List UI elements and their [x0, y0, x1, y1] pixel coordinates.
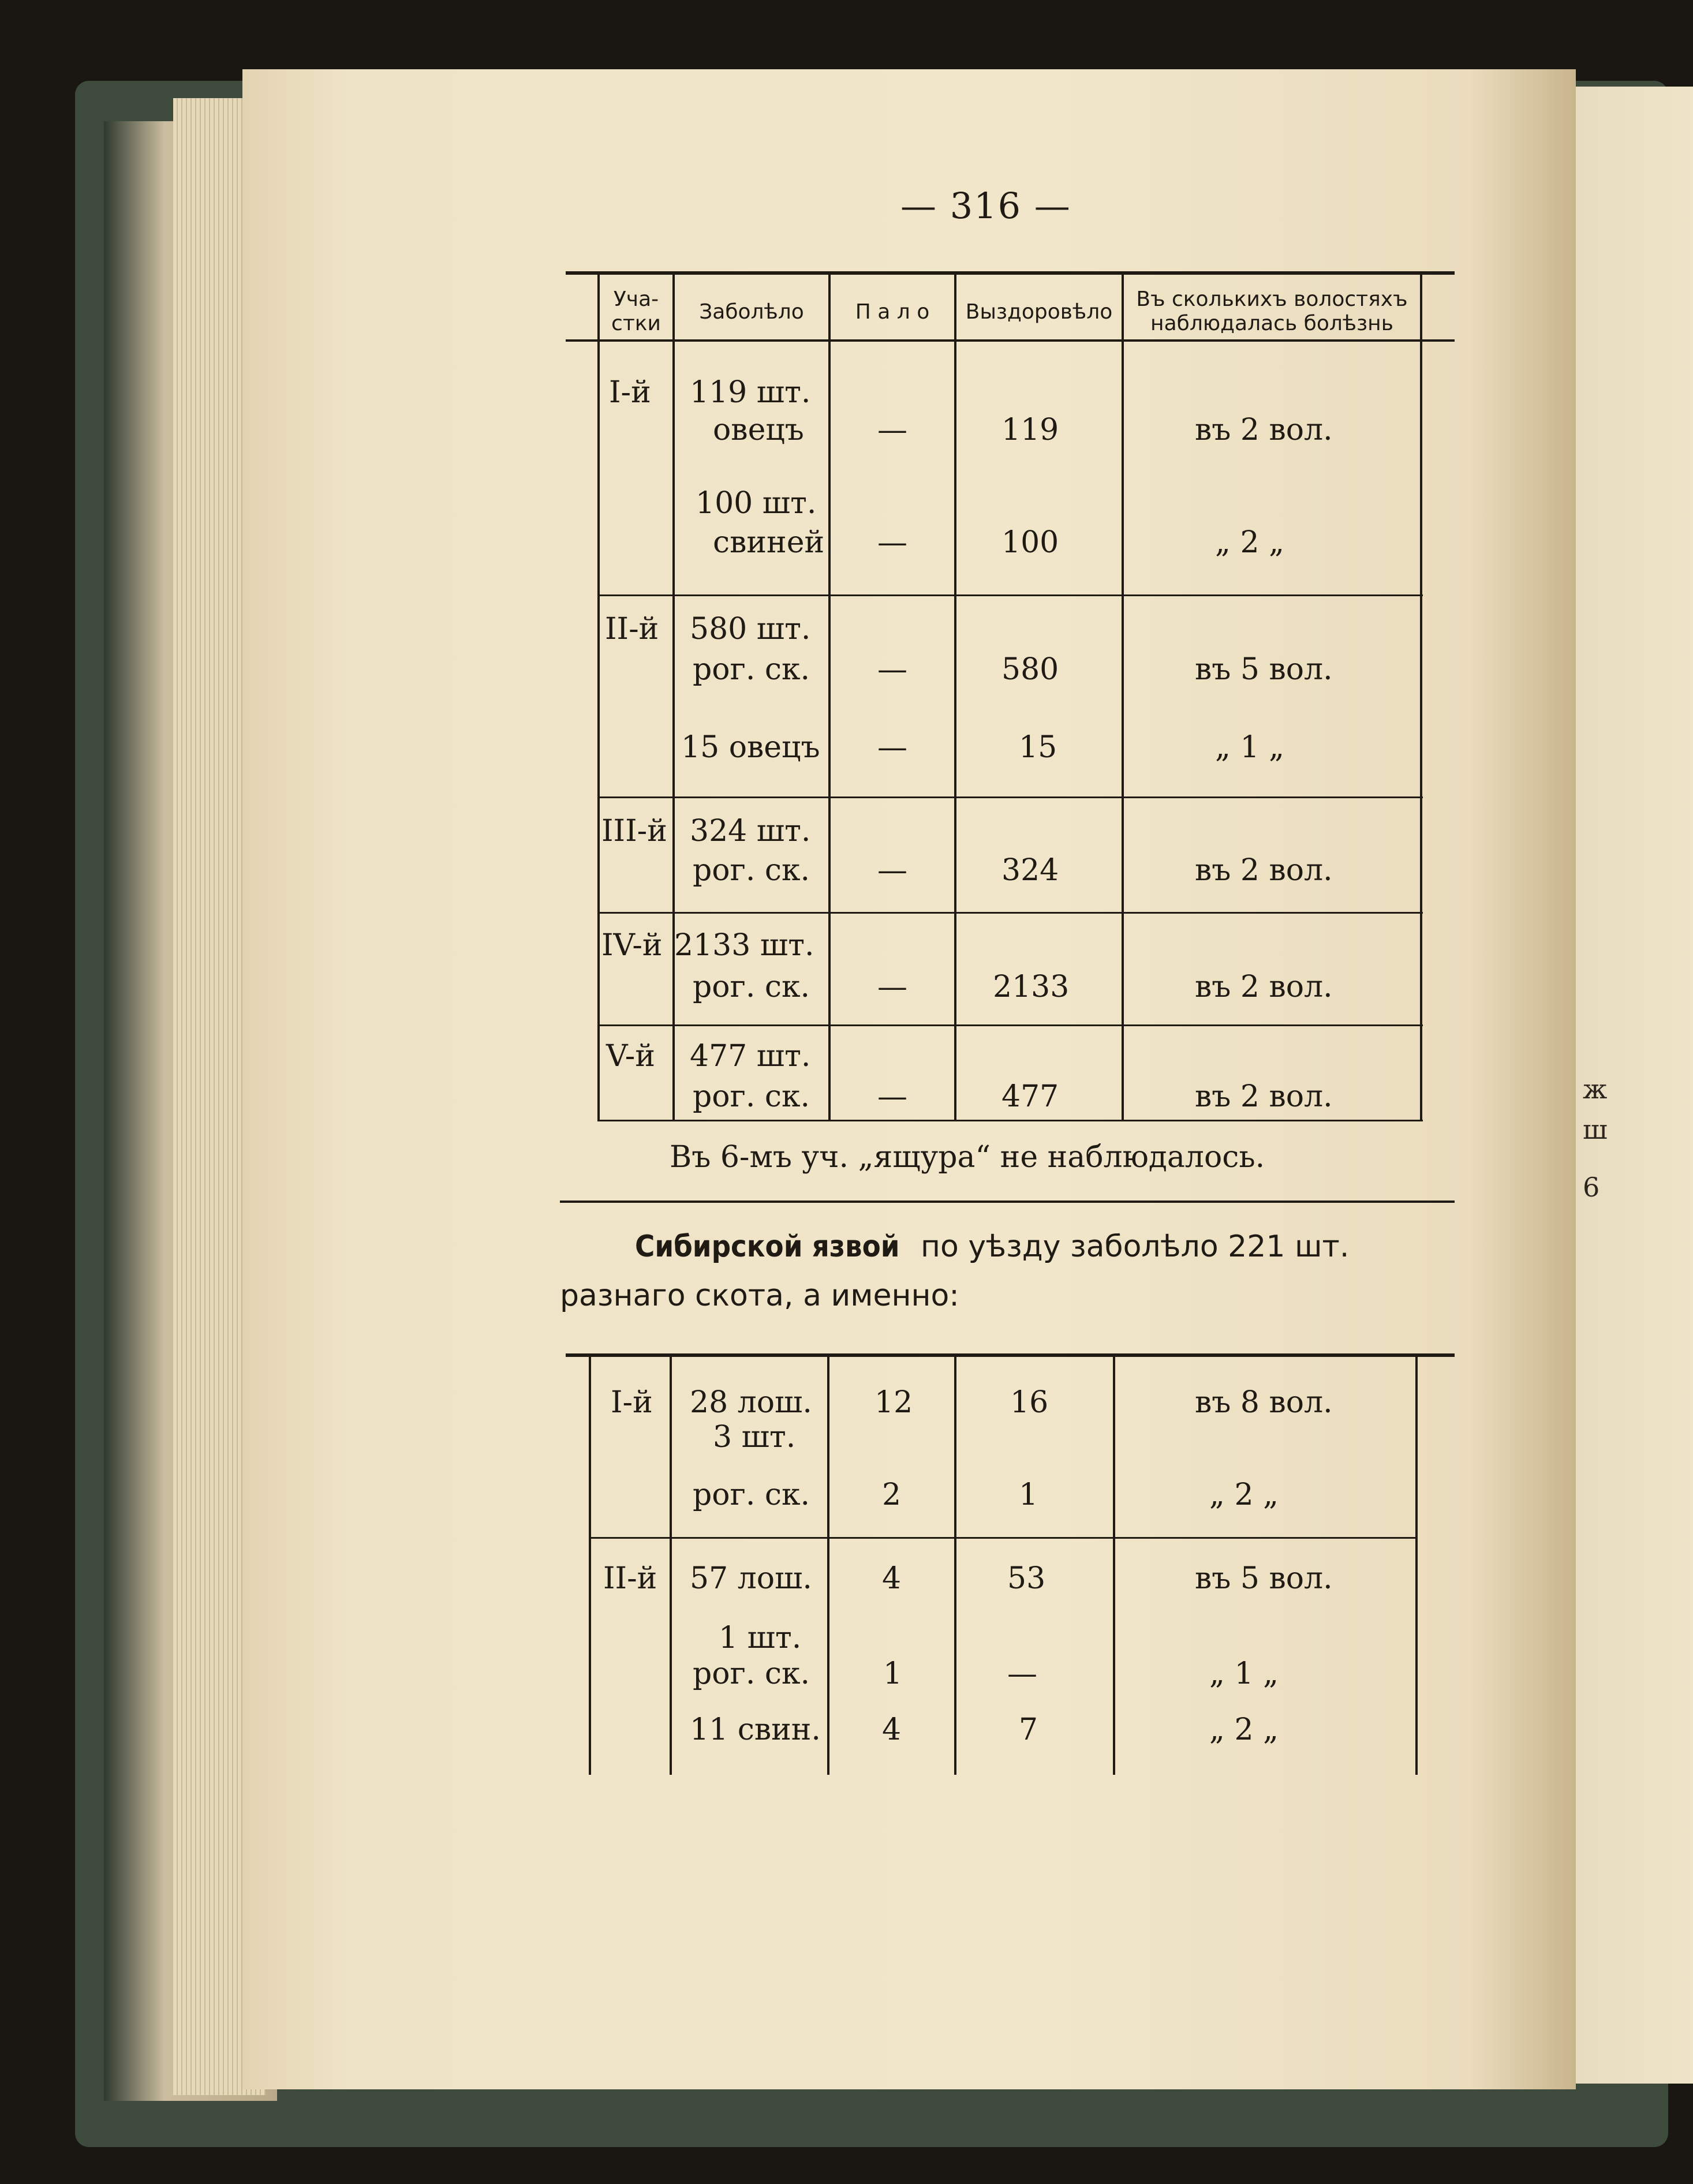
bold-term: Сибирской язвой [635, 1229, 900, 1264]
cell-zabolelo: овецъ [713, 413, 804, 447]
paragraph-text: по уѣзду заболѣло 221 шт. [921, 1229, 1350, 1264]
right-page-fragment: ш [1583, 1114, 1608, 1145]
table-row-rule [597, 796, 1423, 798]
cell-volosti: „ 2 „ [1215, 525, 1285, 560]
cell-uchastok: III-й [601, 814, 667, 848]
cell-palo: 4 [882, 1561, 902, 1596]
cell-vyzdorovelo: 16 [1010, 1385, 1049, 1420]
table-col-line [1415, 1353, 1418, 1775]
page-number: — 316 — [900, 185, 1071, 227]
cell-zabolelo: 119 шт. [690, 375, 811, 410]
cell-volosti: „ 2 „ [1209, 1712, 1279, 1747]
cell-volosti: „ 1 „ [1209, 1656, 1279, 1691]
cell-zabolelo: 477 шт. [690, 1039, 811, 1074]
table-col-line [672, 271, 675, 1120]
cell-volosti: „ 2 „ [1209, 1478, 1279, 1512]
cell-palo: 12 [874, 1385, 913, 1420]
cell-palo: — [877, 853, 907, 888]
table-col-line [670, 1353, 672, 1775]
cell-vyzdorovelo: 324 [1001, 853, 1059, 888]
cell-vyzdorovelo: 15 [1019, 730, 1057, 765]
table-col-line [597, 271, 600, 1120]
table-row-rule [597, 912, 1423, 914]
table-top-rule [566, 1353, 1455, 1357]
cell-palo: — [877, 970, 907, 1004]
header-volosti: Въ сколькихъ волостяхъ наблюдалась болѣзнь [1136, 287, 1408, 335]
cell-zabolelo: рог. ск. [693, 1079, 810, 1114]
cell-uchastok: IV-й [601, 928, 663, 963]
cell-uchastok: I-й [609, 375, 651, 410]
header-palo: П а л о [855, 300, 930, 324]
cell-zabolelo: 57 лош. [690, 1561, 812, 1596]
table-row-rule [589, 1537, 1418, 1539]
cell-zabolelo: рог. ск. [693, 853, 810, 888]
cell-zabolelo: 11 свин. [690, 1712, 821, 1747]
right-page-fragment: 6 [1583, 1172, 1600, 1203]
cell-zabolelo: 15 овецъ [681, 730, 820, 765]
right-page-fragment: ж [1583, 1074, 1608, 1105]
cell-zabolelo: рог. ск. [693, 1656, 810, 1691]
cell-zabolelo: рог. ск. [693, 652, 810, 687]
cell-uchastok: II-й [603, 1561, 657, 1596]
cell-volosti: „ 1 „ [1215, 730, 1285, 765]
cell-zabolelo: 28 лош. [690, 1385, 812, 1420]
cell-palo: — [877, 730, 907, 765]
table-col-line [954, 271, 956, 1120]
cell-zabolelo: рог. ск. [693, 970, 810, 1004]
cell-palo: — [877, 413, 907, 447]
cell-volosti: въ 5 вол. [1195, 1561, 1333, 1596]
cell-zabolelo: рог. ск. [693, 1478, 810, 1512]
paragraph-line-2: разнаго скота, а именно: [560, 1278, 959, 1313]
cell-uchastok: I-й [611, 1385, 653, 1420]
cell-vyzdorovelo: 119 [1001, 413, 1059, 447]
cell-vyzdorovelo: 100 [1001, 525, 1059, 560]
cell-vyzdorovelo: 7 [1019, 1712, 1038, 1747]
table-col-line [827, 1353, 829, 1775]
book-page [242, 69, 1576, 2089]
table-col-line [828, 271, 831, 1120]
header-vyzdorovelo: Выздоровѣло [965, 300, 1113, 324]
table-bottom-rule [597, 1120, 1423, 1121]
cell-volosti: въ 5 вол. [1195, 652, 1333, 687]
cell-zabolelo: 100 шт. [696, 486, 817, 521]
header-zabolelo: Заболѣло [699, 300, 804, 324]
cell-zabolelo: свиней [713, 525, 825, 560]
table-col-line [1122, 271, 1124, 1120]
cell-zabolelo: 324 шт. [690, 814, 811, 848]
cell-palo: 4 [882, 1712, 902, 1747]
cell-zabolelo: 580 шт. [690, 612, 811, 646]
cell-volosti: въ 8 вол. [1195, 1385, 1333, 1420]
cell-vyzdorovelo: 477 [1001, 1079, 1059, 1114]
cell-vyzdorovelo: 1 [1019, 1478, 1038, 1512]
table-header-rule [566, 339, 1455, 342]
table-top-rule [566, 271, 1455, 275]
cell-vyzdorovelo: 53 [1007, 1561, 1046, 1596]
table-row-rule [597, 1024, 1423, 1026]
section-rule [560, 1201, 1455, 1203]
table-col-line [589, 1353, 591, 1775]
cell-vyzdorovelo: — [1007, 1656, 1037, 1691]
header-uchastki: Уча- стки [611, 287, 661, 335]
cell-uchastok: II-й [605, 612, 659, 646]
cell-palo: — [877, 1079, 907, 1114]
cell-uchastok: V-й [606, 1039, 656, 1074]
cell-zabolelo: 3 шт. [713, 1420, 796, 1454]
cell-zabolelo: 2133 шт. [674, 928, 814, 963]
note-yashchur: Въ 6-мъ уч. „ящура“ не наблюдалось. [670, 1140, 1265, 1175]
cell-palo: — [877, 652, 907, 687]
table-col-line [1420, 271, 1422, 1120]
cell-volosti: въ 2 вол. [1195, 413, 1333, 447]
cell-volosti: въ 2 вол. [1195, 1079, 1333, 1114]
table-col-line [1113, 1353, 1115, 1775]
table-row-rule [597, 594, 1423, 596]
cell-palo: 2 [882, 1478, 902, 1512]
cell-volosti: въ 2 вол. [1195, 853, 1333, 888]
cell-palo: — [877, 525, 907, 560]
cell-volosti: въ 2 вол. [1195, 970, 1333, 1004]
cell-palo: 1 [883, 1656, 903, 1691]
paragraph-line-1 [635, 1229, 1349, 1264]
cell-vyzdorovelo: 580 [1001, 652, 1059, 687]
table-col-line [954, 1353, 956, 1775]
cell-vyzdorovelo: 2133 [993, 970, 1070, 1004]
cell-zabolelo: 1 шт. [719, 1621, 802, 1655]
